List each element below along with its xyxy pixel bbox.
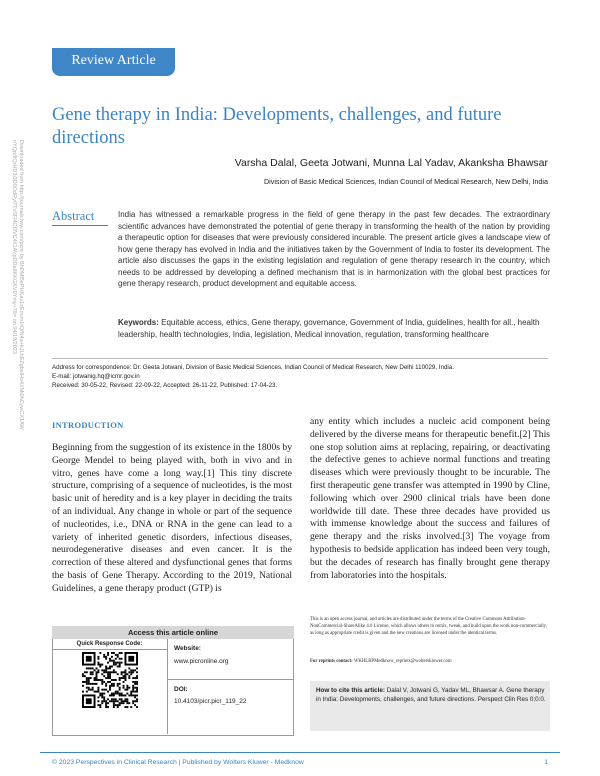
keywords bbox=[118, 317, 550, 340]
reprints-email[interactable]: WKHLRPMedknow_reprints@wolterskluwer.com bbox=[353, 659, 452, 664]
footer-rule bbox=[40, 752, 560, 753]
qr-code-icon[interactable] bbox=[82, 652, 138, 708]
reprints-contact bbox=[310, 659, 452, 664]
body-column-right: any entity which includes a nucleic acid component being delivered by the diverse means for therapeutic benefit.[2] This one stop solution aims at replacing, repairing, or deactivating the defective genes to achieve normal functions and treating diseases which were previously thought to be incurable. The first therapeutic gene transfer was attempted in 1990 by Cline, following which over 2900 clinical trials have been done worldwide till date. These three decades have provided us with immense knowledge about the success and failures of gene therapy and the risks involved.[3] The voyage from hypothesis to bedside application has indeed been very tough, but the decades of research has finally brought gene therapy from laboratories into the hospitals. bbox=[310, 416, 550, 581]
affiliation: Division of Basic Medical Sciences, Indian Council of Medical Research, New Delhi, India bbox=[263, 177, 548, 186]
access-box-heading: Access this article online bbox=[52, 626, 294, 639]
website-link[interactable]: www.picronline.org bbox=[174, 658, 229, 665]
abstract-underline bbox=[52, 225, 108, 226]
body-column-left: Beginning from the suggestion of its existence in the 1800s by George Mendel to being played with, both in vivo and in vitro, genes have come a long way.[1] This tiny discrete structure, comprising of a sequence of nucleotides, is the most basic unit of heredity and is a key player in deciding the traits of an individual. Any change in whole or part of the sequence of nucleotides, i.e., DNA or RNA in the gene can lead to a variety of inherited genetic disorders, infectious diseases, neurodegenerative diseases and even cancer. It is the correction of these altered and dysfunctional genes that forms the basis of Gene Therapy. According to the 2019, National Guidelines, a gene therapy product (GTP) is bbox=[52, 442, 292, 594]
reprints-label: For reprints contact: bbox=[310, 659, 353, 664]
author-list: Varsha Dalal, Geeta Jotwani, Munna Lal Yadav, Akanksha Bhawsar bbox=[234, 157, 548, 169]
correspondence-email: E-mail: jotwanig.hq@icmr.gov.in bbox=[52, 373, 140, 380]
abstract-heading: Abstract bbox=[52, 209, 95, 223]
article-title: Gene therapy in India: Developments, challenges, and future directions bbox=[52, 105, 502, 148]
side-text-line-1: Downloaded from http://journals.lww.com/pcre by BhDMf5ePHKav1zEoum1tQfN4a+kJLhEZgbsIHo4XMi0hCywCX1AW bbox=[18, 140, 24, 430]
correspondence-address: Address for correspondence: Dr. Geeta Jotwani, Division of Basic Medical Sciences, Indian Council of Medical Research, New Delhi 110029, India. bbox=[52, 364, 454, 371]
doi-link[interactable]: 10.4103/picr.picr_119_22 bbox=[174, 698, 247, 705]
page-number: 1 bbox=[544, 759, 548, 766]
divider bbox=[167, 639, 168, 734]
section-heading-introduction: INTRODUCTION bbox=[52, 420, 124, 430]
keywords-text: Equitable access, ethics, Gene therapy, governance, Government of India, guidelines, health for all., health leadership, health technologies, India, legislation, Medical innovation, regulation, transforming healthcare bbox=[118, 318, 540, 339]
divider bbox=[167, 679, 293, 680]
footer-copyright: © 2023 Perspectives in Clinical Research | Published by Wolters Kluwer - Medknow bbox=[52, 759, 304, 766]
website-label: Website: bbox=[174, 645, 201, 652]
citation bbox=[316, 686, 546, 705]
citation-label: How to cite this article: bbox=[316, 687, 385, 694]
side-download-note bbox=[11, 140, 24, 640]
citation-text: Dalal V, Jotwani G, Yadav ML, Bhawsar A. Gene therapy in India: Developments, challenges, and future directions. Perspect Clin Res 0;0:0. bbox=[316, 687, 546, 704]
doi-label: DOI: bbox=[174, 686, 188, 693]
qr-code-label: Quick Response Code: bbox=[52, 639, 167, 650]
divider bbox=[52, 358, 548, 359]
abstract-text: India has witnessed a remarkable progress in the field of gene therapy in the past few decades. The extraordinary scientific advances have demonstrated the potential of gene therapy in transforming the health of the nation by providing a therapeutic option for diseases that were previously considered incurable. The present article gives a landscape view of how gene therapy has evolved in India and the initiatives taken by the Government of India to foster its development. The article also discusses the gaps in the existing legislation and regulation of gene therapy research in the country, which needs to be addressed by developing a defined mechanism that is in harmonization with the global best practices for gene therapy research, product development and equitable access. bbox=[118, 210, 550, 288]
keywords-label: Keywords: bbox=[118, 318, 159, 327]
article-type-tab bbox=[52, 48, 175, 76]
license-note: This is an open access journal, and articles are distributed under the terms of the Creative Commons Attribution-NonCommercial-ShareAlike 4.0 License, which allows others to remix, tweak, and build upon the work non-commercially, as long as appropriate credit is given and the new creations are licensed under the identical terms. bbox=[310, 617, 547, 636]
publication-dates: Received: 30-05-22, Revised: 22-09-22, Accepted: 26-11-22, Published: 17-04-23. bbox=[52, 382, 278, 389]
article-type-label: Review Article bbox=[71, 53, 156, 68]
side-text-line-2: nYQp/IlQrHD3i3D0OdRyi7TvSFl4Cf3VC4/OAVpDDa8KKGKV0Ymy+78= on 04/19/2023 bbox=[11, 140, 17, 354]
